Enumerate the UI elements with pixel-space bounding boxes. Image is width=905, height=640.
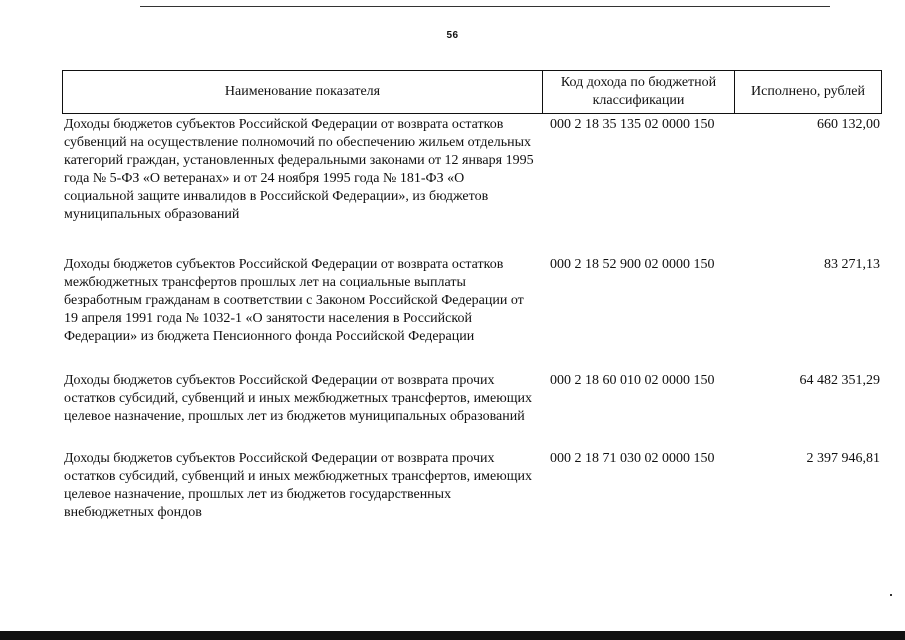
header-indicator-name: Наименование показателя (62, 71, 542, 113)
scan-edge-bottom (0, 631, 905, 640)
budget-code: 000 2 18 52 900 02 0000 150 (550, 257, 715, 272)
executed-amount: 64 482 351,29 (799, 373, 880, 388)
indicator-name: Доходы бюджетов субъектов Российской Федерации от возврата прочих остатков субсидий, субвенций и иных межбюджетных трансфертов, имеющих целевое назначение, прошлых лет из бюджетов государственных внебюджетных фондов (64, 451, 532, 520)
table-row (62, 448, 882, 526)
indicator-name: Доходы бюджетов субъектов Российской Федерации от возврата остатков субвенций на осуществление полномочий по обеспечению жильем отдельных категорий граждан, установленных федеральными законами от 12 января 1995 года № 5-ФЗ «О ветеранах» и от 24 ноября 1995 года № 181-ФЗ «О социальной защите инвалидов в Российской Федерации», из бюджетов муниципальных образований (64, 117, 534, 222)
page-number: 56 (446, 30, 459, 41)
scan-speck (890, 594, 892, 596)
table-row (62, 254, 882, 370)
header-executed-amount: Исполнено, рублей (734, 71, 882, 113)
table-row (62, 114, 882, 254)
table-row (62, 370, 882, 448)
executed-amount: 660 132,00 (817, 117, 880, 132)
executed-amount: 83 271,13 (824, 257, 880, 272)
revenue-table (62, 70, 882, 526)
executed-amount: 2 397 946,81 (806, 451, 880, 466)
budget-code: 000 2 18 71 030 02 0000 150 (550, 451, 715, 466)
table-header (62, 70, 882, 114)
scan-edge-top (140, 6, 830, 7)
budget-code: 000 2 18 60 010 02 0000 150 (550, 373, 715, 388)
indicator-name: Доходы бюджетов субъектов Российской Федерации от возврата прочих остатков субсидий, субвенций и иных межбюджетных трансфертов, имеющих целевое назначение, прошлых лет из бюджетов муниципальных образований (64, 373, 532, 424)
budget-code: 000 2 18 35 135 02 0000 150 (550, 117, 715, 132)
indicator-name: Доходы бюджетов субъектов Российской Федерации от возврата остатков межбюджетных трансфертов прошлых лет на социальные выплаты безработным гражданам в соответствии с Законом Российской Федерации от 19 апреля 1991 года № 1032-1 «О занятости населения в Российской Федерации» из бюджета Пенсионного фонда Российской Федерации (64, 257, 524, 344)
header-budget-code: Код дохода по бюджетной классификации (542, 71, 734, 113)
